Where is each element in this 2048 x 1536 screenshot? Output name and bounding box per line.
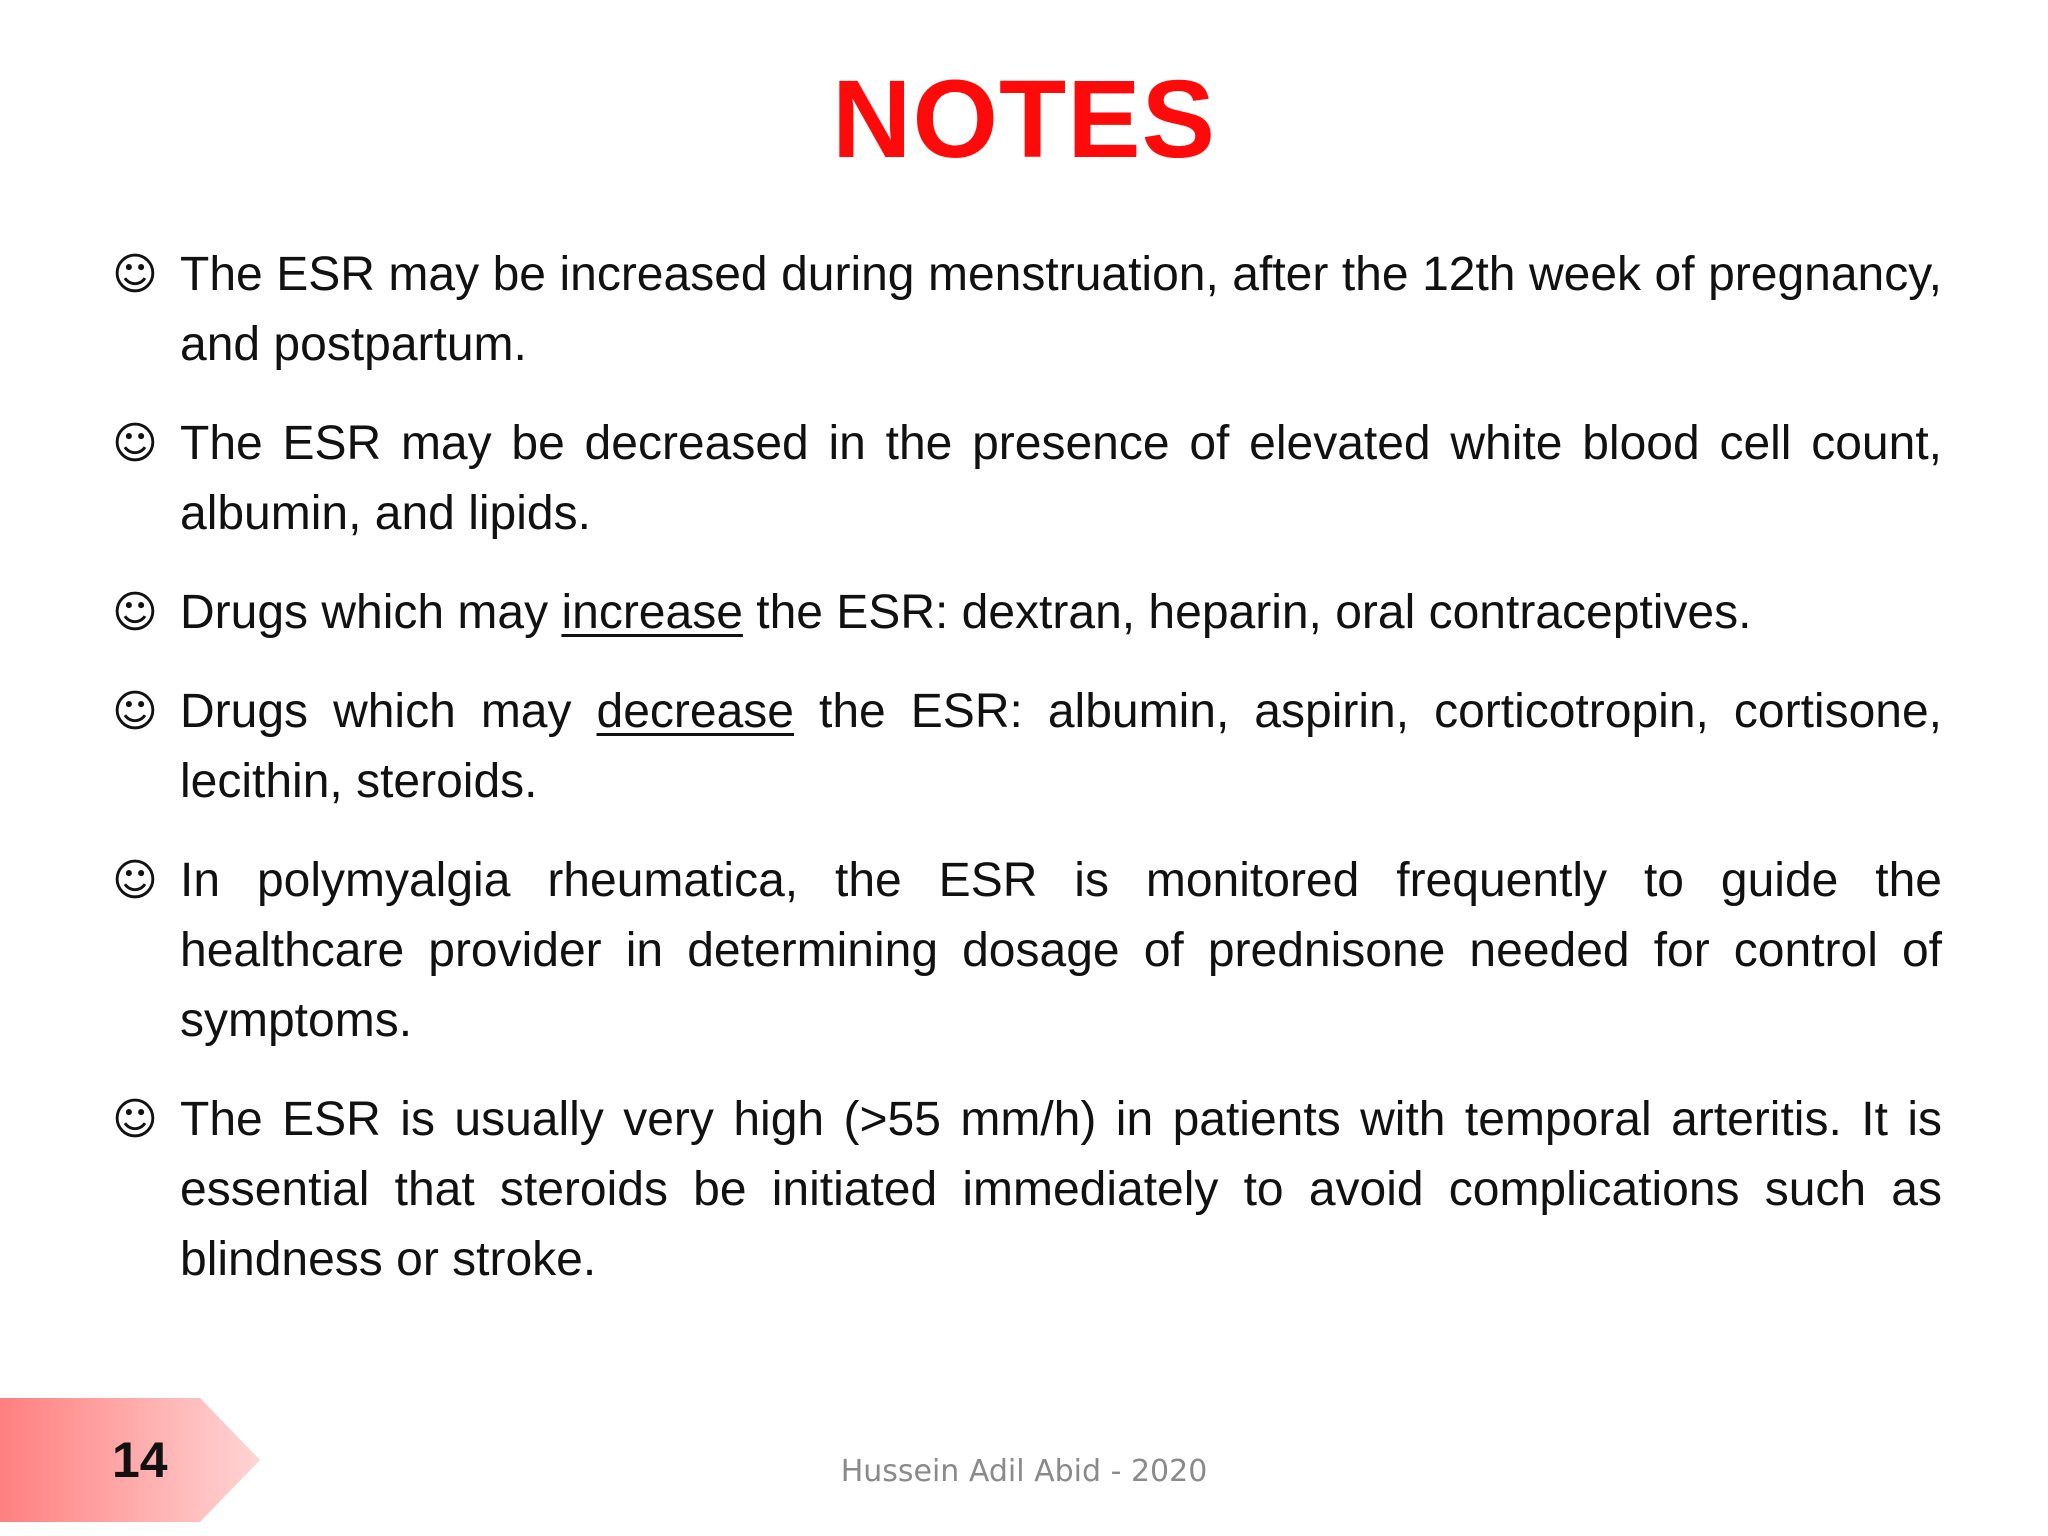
smiley-icon: ☺ xyxy=(112,587,158,638)
footer-author: Hussein Adil Abid - 2020 xyxy=(840,1454,1208,1489)
note-item xyxy=(112,578,1942,648)
note-emphasis-increase: increase xyxy=(561,586,743,639)
note-emphasis-decrease: decrease xyxy=(596,685,794,738)
notes-list xyxy=(112,240,1942,1324)
note-item xyxy=(112,677,1942,817)
note-text-after: the ESR: dextran, heparin, oral contraceptives. xyxy=(742,586,1752,639)
note-text: The ESR may be increased during menstruation, after the 12th week of pregnancy, and postpartum. xyxy=(180,248,1942,371)
slide-title: NOTES xyxy=(832,58,1216,181)
note-text-before: Drugs which may xyxy=(180,586,562,639)
note-text: In polymyalgia rheumatica, the ESR is monitored frequently to guide the healthcare provider in determining dosage of prednisone needed for control of symptoms. xyxy=(180,854,1942,1047)
note-item xyxy=(112,240,1942,380)
smiley-icon: ☺ xyxy=(112,418,158,469)
note-text: The ESR may be decreased in the presence of elevated white blood cell count, albumin, and lipids. xyxy=(180,417,1942,540)
note-item xyxy=(112,846,1942,1056)
note-item xyxy=(112,409,1942,549)
page-number: 14 xyxy=(112,1432,168,1488)
smiley-icon: ☺ xyxy=(112,686,158,737)
smiley-icon: ☺ xyxy=(112,855,158,906)
note-text: The ESR is usually very high (>55 mm/h) in patients with temporal arteritis. It is essential that steroids be initiated immediately to avoid complications such as blindness or stroke. xyxy=(180,1093,1942,1286)
note-text-before: Drugs which may xyxy=(180,685,597,738)
smiley-icon: ☺ xyxy=(112,249,158,300)
note-text-after: the ESR: albumin, aspirin, corticotropin, cortisone, lecithin, steroids. xyxy=(180,685,1942,808)
note-item xyxy=(112,1085,1942,1295)
smiley-icon: ☺ xyxy=(112,1094,158,1145)
